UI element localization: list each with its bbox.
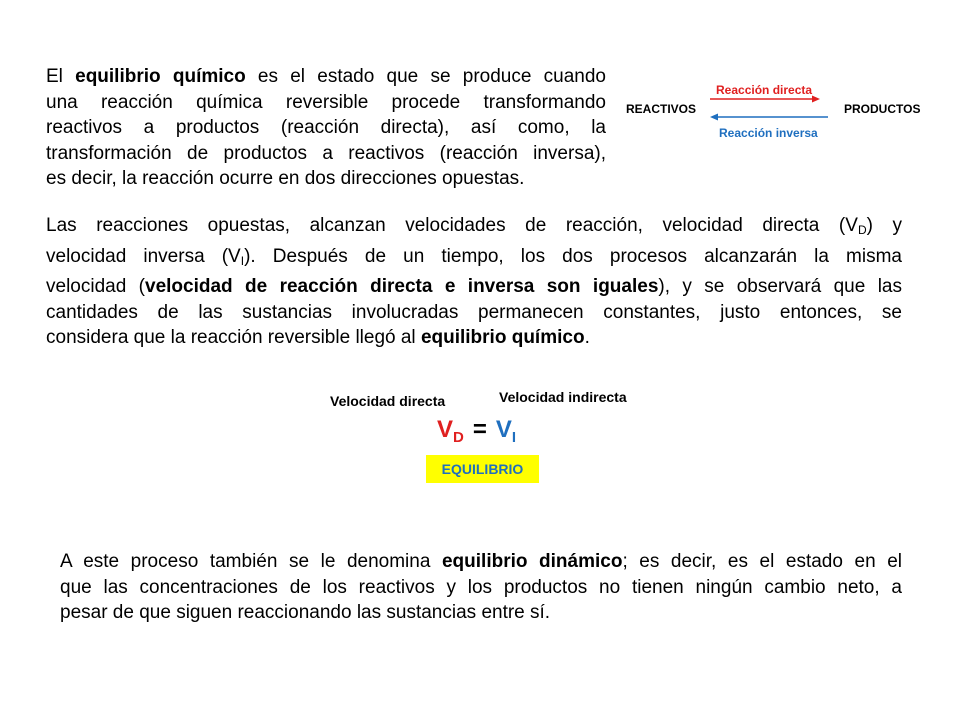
subscript: I [511,429,517,446]
subscript: I [240,253,245,268]
text: velocidad ( [46,276,145,298]
bold-term: equilibrio químico [420,327,585,349]
dynamic-line-1 [60,549,902,575]
reactants-label: REACTIVOS [626,102,697,116]
symbol: V [495,416,512,443]
intro-line-5: es decir, la reacción ocurre en dos direcciones opuestas. [46,168,525,190]
dynamic-line-3: pesar de que siguen reaccionando las sustancias entre sí. [60,602,551,624]
forward-velocity-symbol [437,416,464,446]
text: ; es decir, es el estado en el [622,551,902,572]
forward-reaction-label: Reacción directa [716,83,813,97]
bold-term: equilibrio dinámico [441,551,623,572]
equilibrium-equation [437,416,516,446]
intro-line-4: transformación de productos a reactivos (reacción inversa), [46,142,606,164]
velocity-line-3 [46,274,902,300]
equals-sign: = [472,416,487,443]
reverse-velocity-symbol [495,416,517,446]
bold-term: equilibrio químico [75,66,246,87]
forward-arrowhead [812,96,820,103]
bold-term: velocidad de reacción directa e inversa son iguales [145,276,659,298]
reverse-arrowhead [710,114,718,121]
text: . [584,327,590,349]
forward-velocity-label: Velocidad directa [330,393,446,409]
dynamic-line-2: que las concentraciones de los reactivos y los productos no tienen ningún cambio neto, a [60,576,902,598]
text: ) y [866,215,903,236]
equilibrium-badge: EQUILIBRIO [426,455,539,483]
velocity-line-5 [46,325,902,351]
reverse-reaction-label: Reacción inversa [719,126,818,140]
intro-line-1 [46,64,606,90]
reverse-velocity-label: Velocidad indirecta [499,389,627,405]
dynamic-equilibrium-paragraph [60,549,902,626]
text: velocidad inversa (V [46,245,241,267]
intro-line-2: una reacción química reversible procede transformando [46,91,606,113]
subscript: D [453,429,464,446]
products-label: PRODUCTOS [844,102,921,116]
intro-line-3: reactivos a productos (reacción directa), así como, la [46,117,606,139]
subscript: D [857,223,867,237]
velocity-line-2 [46,244,902,275]
text: A este proceso también se le denomina [60,551,442,572]
symbol: V [437,416,454,443]
velocity-line-4: cantidades de las sustancias involucradas permanecen constantes, justo entonces, se [46,301,902,323]
text: ), y se observará que las [658,276,902,298]
reaction-diagram [620,78,930,148]
text: El [46,66,76,87]
velocity-line-1 [46,213,902,244]
text: Las reacciones opuestas, alcanzan velocidades de reacción, velocidad directa (V [46,215,858,236]
text: ). Después de un tiempo, los dos procesos alcanzarán la misma [244,245,903,267]
intro-paragraph [46,64,606,192]
text: considera que la reacción reversible llegó al [46,327,421,349]
velocity-paragraph [46,213,902,351]
text: es el estado que se produce cuando [245,66,606,87]
